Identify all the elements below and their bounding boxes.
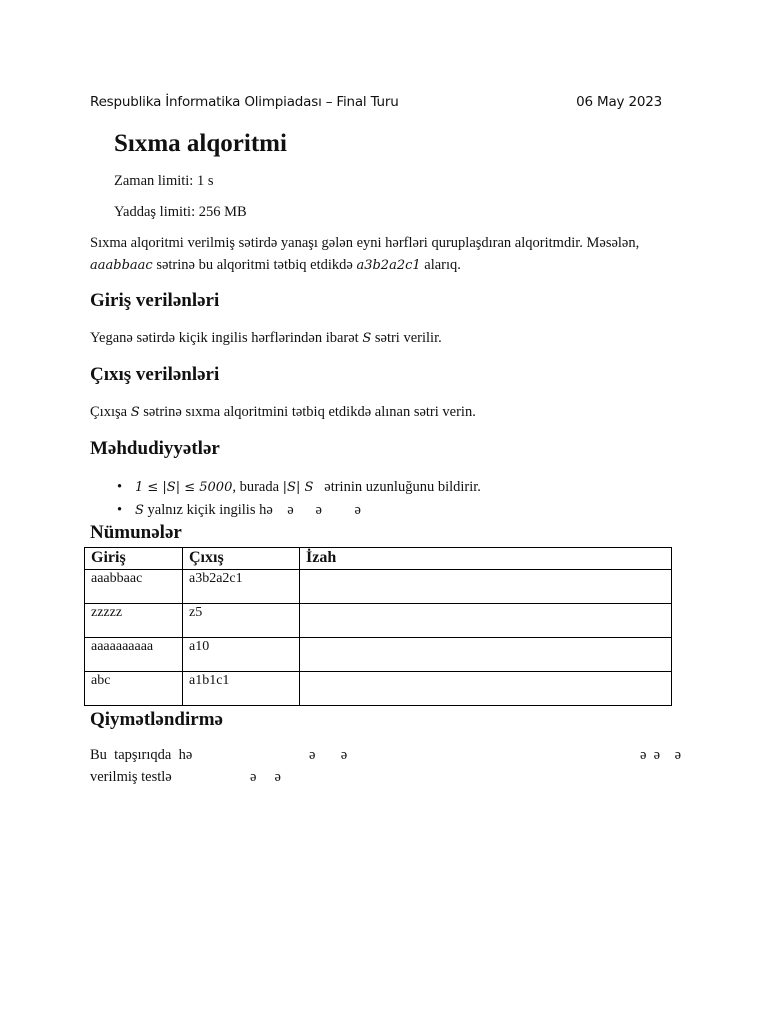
constraint-math-2: |S| S xyxy=(282,480,314,495)
scoring-line2-start: verilmiş testlə xyxy=(90,769,172,785)
column-header-explanation: İzah xyxy=(300,548,672,570)
constraint-math-s: S xyxy=(135,503,144,518)
intro-mid-text: sətrinə bu alqoritmi tətbiq etdikdə xyxy=(152,257,357,273)
intro-math-output: a3b2a2c1 xyxy=(356,258,421,273)
scoring-heading: Qiymətləndirmə xyxy=(90,709,223,730)
intro-line1: Sıxma alqoritmi verilmiş sətirdə yanaşı gələn eyni hərfləri quruplaşdıran alqoritmdir. Məsələn, xyxy=(90,235,640,251)
output-heading: Çıxış verilənləri xyxy=(90,364,220,385)
table-row xyxy=(85,604,672,638)
input-text-a: Yeganə sətirdə kiçik ingilis hərflərindən ibarət xyxy=(90,330,363,346)
intro-paragraph xyxy=(90,232,678,277)
memory-limit: Yaddaş limiti: 256 MB xyxy=(114,204,247,220)
sample-output: a1b1c1 xyxy=(183,672,300,706)
constraints-list xyxy=(90,476,481,522)
constraint-item-length xyxy=(117,476,481,499)
scoring-line1-end: ə ə ə xyxy=(640,747,682,763)
scoring-line2-mid: ə ə xyxy=(250,769,281,785)
sample-output: a3b2a2c1 xyxy=(183,570,300,604)
sample-input: aaabbaac xyxy=(85,570,183,604)
table-row xyxy=(85,638,672,672)
header-competition: Respublika İnformatika Olimpiadası – Final Turu xyxy=(90,94,399,110)
sample-output: z5 xyxy=(183,604,300,638)
input-heading: Giriş verilənləri xyxy=(90,290,220,311)
sample-input: zzzzz xyxy=(85,604,183,638)
constraint-math: 1 ≤ |S| ≤ 5000 xyxy=(135,480,233,495)
input-text-b: sətri verilir. xyxy=(371,330,442,346)
intro-math-input: aaabbaac xyxy=(90,258,153,273)
output-math: S xyxy=(130,405,140,420)
output-text xyxy=(90,401,678,424)
column-header-output: Çıxış xyxy=(183,548,300,570)
scoring-line1-start: Bu tapşırıqda hə xyxy=(90,747,193,763)
constraint-text-b: ətrinin uzunluğunu bildirir. xyxy=(313,479,481,495)
intro-end-text: alarıq. xyxy=(420,257,461,273)
sample-output: a10 xyxy=(183,638,300,672)
output-text-a: Çıxışa xyxy=(90,404,131,420)
sample-explanation xyxy=(300,672,672,706)
sample-explanation xyxy=(300,638,672,672)
sample-input: aaaaaaaaaa xyxy=(85,638,183,672)
samples-heading: Nümunələr xyxy=(90,522,182,543)
bullet-icon: • xyxy=(117,502,123,518)
constraints-heading: Məhdudiyyətlər xyxy=(90,438,220,459)
sample-input: abc xyxy=(85,672,183,706)
output-text-b: sətrinə sıxma alqoritmini tətbiq etdikdə alınan sətri verin. xyxy=(139,404,476,420)
constraint-text-a: , burada xyxy=(232,479,283,495)
input-text xyxy=(90,327,678,350)
input-math: S xyxy=(362,331,372,346)
table-row xyxy=(85,570,672,604)
header-date: 06 May 2023 xyxy=(576,94,662,110)
table-header-row xyxy=(85,548,672,570)
constraint-text: yalnız kiçik ingilis hə ə ə ə xyxy=(143,502,361,518)
bullet-icon: • xyxy=(117,479,123,495)
samples-table xyxy=(84,547,672,706)
constraint-item-letters xyxy=(117,499,481,522)
page-title: Sıxma alqoritmi xyxy=(114,130,287,157)
table-row xyxy=(85,672,672,706)
sample-explanation xyxy=(300,604,672,638)
scoring-line1-mid: ə ə xyxy=(309,747,348,763)
sample-explanation xyxy=(300,570,672,604)
time-limit: Zaman limiti: 1 s xyxy=(114,173,214,189)
column-header-input: Giriş xyxy=(85,548,183,570)
